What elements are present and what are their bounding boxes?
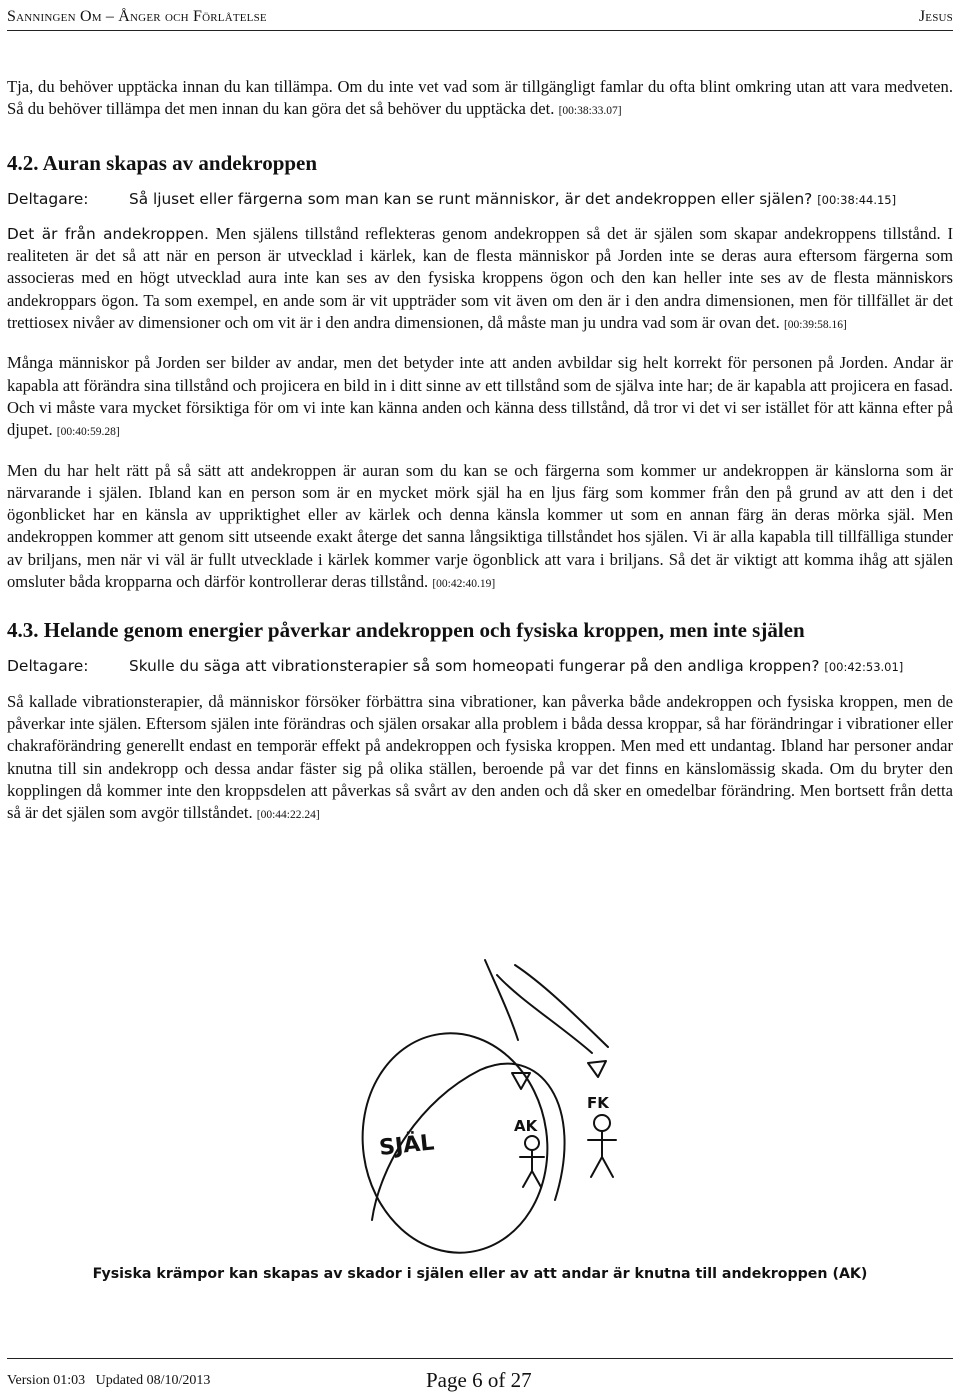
page-footer: [7, 1358, 953, 1392]
participant-question: [7, 188, 953, 211]
version-info: Version 01:03 Updated 08/10/2013: [7, 1373, 211, 1388]
timestamp: [00:38:44.15]: [817, 192, 897, 207]
timestamp: [00:38:33.07]: [558, 105, 622, 118]
arrow-head-icon: [588, 1061, 606, 1077]
page-content: [7, 76, 953, 826]
answer-lead: Det är från andekroppen.: [7, 224, 209, 243]
ak-figure: [520, 1136, 544, 1187]
question-text: Skulle du säga att vibrationsterapier så som homeopati fungerar på den andliga kroppen?: [129, 657, 820, 676]
participant-label: Deltagare:: [7, 657, 89, 676]
section-heading-4-2: 4.2. Auran skapas av andekroppen: [7, 150, 318, 175]
intro-paragraph: Tja, du behöver upptäcka innan du kan tillämpa. Om du inte vet vad som är tillgängligt famlar du ofta blint omkring utan att vara medveten. Så du behöver tillämpa det men innan du kan göra det så behöver du upptäcka det. [00:38:33.07]: [7, 77, 953, 119]
timestamp: [00:40:59.28]: [56, 426, 120, 439]
arrow-line: [485, 960, 518, 1040]
label-sjal: SJÄL: [378, 1130, 436, 1161]
participant-label: Deltagare:: [7, 189, 89, 208]
participant-question: [7, 655, 953, 678]
answer-paragraph: Så kallade vibrationsterapier, då människor försöker förbättra sina vibrationer, kan påverka både andekroppen och fysiska kroppen, men de påverkar inte själen. Eftersom själen inte förändras och själen orsakar alla problem i båda dessa kroppar, så har förändringar i vibrationer eller chakraförändring generellt endast en temporär effekt på andekroppen och fysiska kroppen. Men med ett undantag. Ibland har personer andar knutna till sin andekropp och dessa andar fäster sig på olika ställen, beroende på var det finns en känslomässig skada. Om du bryter den kopplingen då kommer inte den kroppsdelen att påverkas så svårt av den anden och då sker en omedelbar förändring. Men bortsett från detta så är det själen som avgör tillståndet. [00:44:22.24]: [7, 691, 953, 823]
answer-paragraph: Det är från andekroppen. Men själens tillstånd reflekteras genom andekroppen så det är själen som skapar andekroppens tillstånd. I realiteten är det så att när en person är utvecklad i kärlek, kan de flesta människor på Jorden inte se deras aura eftersom färgerna som associeras med en högt utvecklad aura inte kan ses av den fysiska kroppens ögon och den kan heller inte ses av de flesta människors andekroppars ögon. Ta som exempel, en ande som är vit uppträder som vit även om den är i den andra dimensionen, men för tillfället är det trettiosex nivåer av dimensioner och om vit är i den andra dimensionen, då måste man ju undra vad som är ovan det. [00:39:58.16]: [7, 223, 954, 333]
question-text: Så ljuset eller färgerna som man kan se runt människor, är det andekroppen eller själen?: [129, 189, 813, 208]
document-title: Sanningen Om – Ånger och Förlåtelse: [7, 8, 267, 25]
timestamp: [00:42:53.01]: [824, 660, 904, 675]
soul-body-diagram: [0, 955, 960, 1255]
answer-paragraph: Många människor på Jorden ser bilder av andar, men det betyder inte att anden avbildar sig helt korrekt för personen på Jorden. Andar är kapabla att förändra sina tillstånd och projicera en bild in i ditt sinne av ett tillstånd som de själva inte har; de är kapabla att projicera en fasad. Och vi måste vara mycket försiktiga för om vi inte kan känna anden och känna dess tillstånd, då tror vi det vi ser istället för att känna efter på djupet. [00:40:59.28]: [7, 353, 953, 440]
figure-caption: Fysiska krämpor kan skapas av skador i själen eller av att andar är knutna till andekroppen (AK): [92, 1266, 868, 1282]
arrow-head-icon: [512, 1073, 530, 1089]
timestamp: [00:42:40.19]: [432, 578, 496, 591]
page-header: [7, 4, 953, 31]
label-ak: AK: [514, 1117, 538, 1135]
fk-figure: [588, 1115, 616, 1177]
arrow-line: [515, 965, 608, 1047]
timestamp: [00:39:58.16]: [783, 319, 847, 332]
section-heading-4-3: 4.3. Helande genom energier påverkar andekroppen och fysiska kroppen, men inte själen: [7, 618, 805, 643]
label-fk: FK: [587, 1094, 609, 1112]
timestamp: [00:44:22.24]: [256, 809, 320, 822]
speaker-name: Jesus: [918, 8, 953, 25]
page-number: Page 6 of 27: [426, 1368, 532, 1392]
answer-paragraph: Men du har helt rätt på så sätt att andekroppen är auran som du kan se och färgerna som kommer ur andekroppen är känslorna som är närvarande i själen. Ibland kan en person som är en mycket mörk själ ha en ljus färg som kommer från den på grund av att den i det ögonblicket har en känsla av uppriktighet eller av kärlek och denna känsla kommer ut som en annan färg än deras mörka själ. Men andekroppen kommer att genom sitt utseende exakt återge det sanna långsiktiga tillståndet hos själen. Vi är alla kapabla till tillfälliga stunder av briljans, men när vi väl är fullt utvecklade i kärlek kommer varje ögonblick att vara i briljans. Så det är viktigt att komma ihåg att själen omsluter båda kropparna och därför kontrollerar deras tillstånd. [00:42:40.19]: [7, 460, 953, 592]
